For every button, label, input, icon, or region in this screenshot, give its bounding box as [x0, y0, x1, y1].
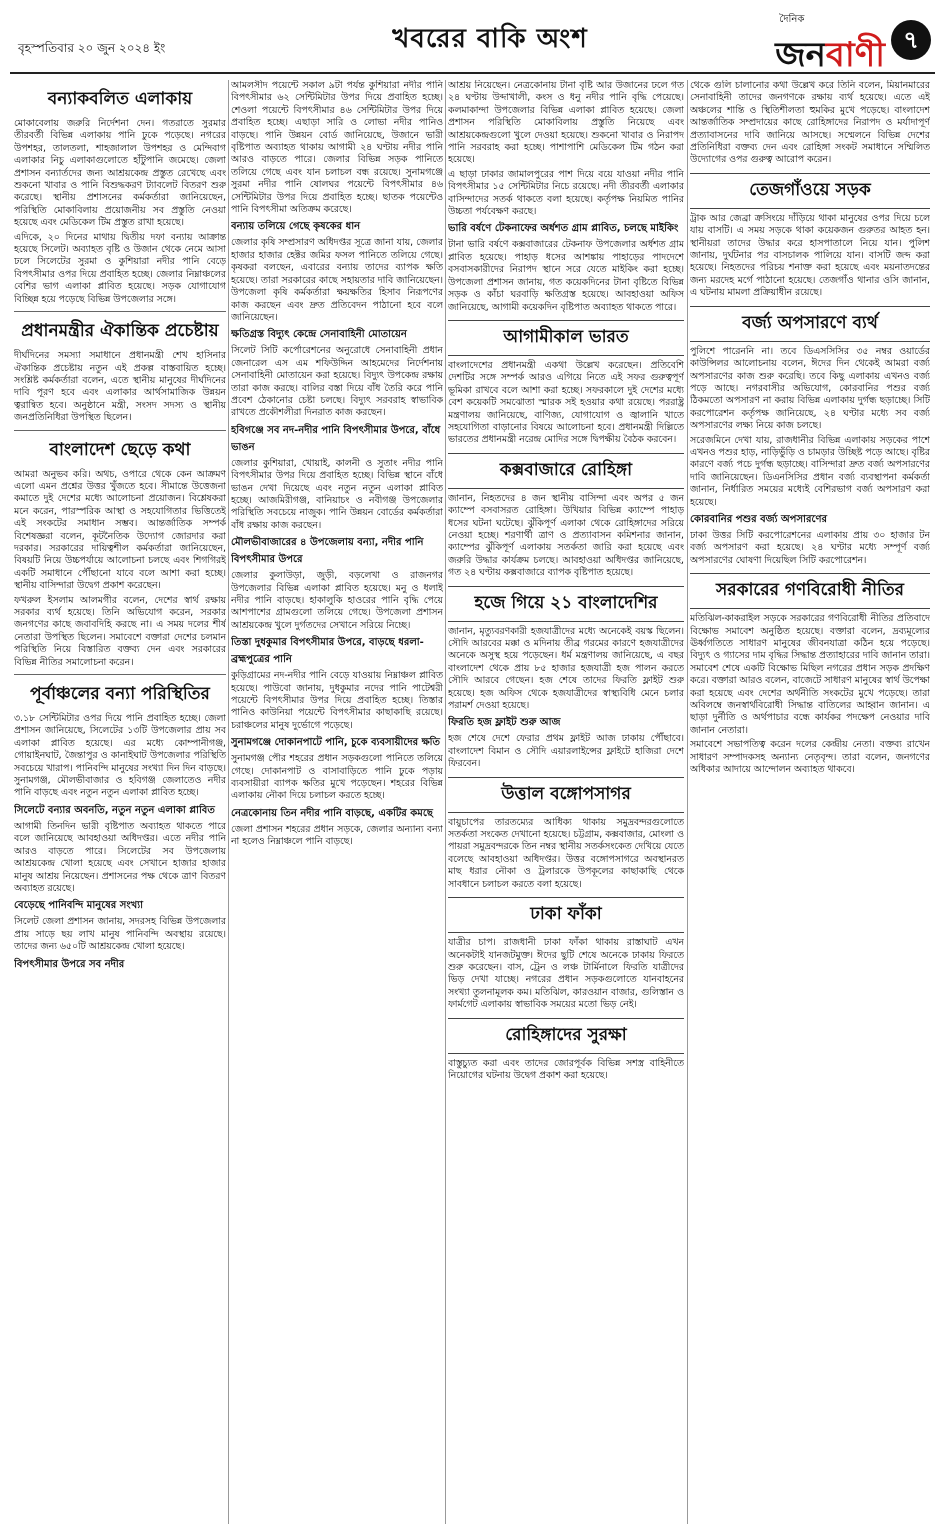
column-rule: [687, 80, 688, 1524]
article-divider: [14, 430, 226, 431]
article-text: সুনামগঞ্জ পৌর শহরের প্রধান সড়কগুলো পানিতে তলিয়ে গেছে। দোকানপাট ও বাসাবাড়িতে পানি ঢুকে পড়ায় ব্যবসায়ীরা ব্যাপক ক্ষতির মুখে পড়েছেন। শহরের বিভিন্ন এলাকায় নৌকা দিয়ে চলাচল করতে হচ্ছে।: [231, 753, 443, 802]
article-text: মতিঝিল-কাকরাইল সড়কে সরকারের গণবিরোধী নীতির প্রতিবাদে বিক্ষোভ সমাবেশ অনুষ্ঠিত হয়েছে। বক্তারা বলেন, দ্রব্যমূল্যের ঊর্ধ্বগতিতে সাধারণ মানুষের জীবনযাত্রা কঠিন হয়ে পড়েছে। বিদ্যুৎ ও গ্যাসের দাম বৃদ্ধির সিদ্ধান্ত প্রত্যাহারের দাবি জানান তারা। সমাবেশ শেষে একটি বিক্ষোভ মিছিল নগরের প্রধান সড়ক প্রদক্ষিণ করে। বক্তারা আরও বলেন, বাজেটে সাধারণ মানুষের স্বার্থ উপেক্ষা করা হয়েছে এবং দেশের অর্থনীতি সংকটের মুখে পড়েছে। তারা অবিলম্বে জনস্বার্থবিরোধী সিদ্ধান্ত বাতিলের আহ্বান জানান। এ ছাড়া দুর্নীতি ও অর্থপাচার বন্ধে কার্যকর পদক্ষেপ নেওয়ার দাবি জানান নেতারা।: [690, 613, 930, 736]
subheading: সুনামগঞ্জে দোকানপাটে পানি, চুকে ব্যবসায়ীদের ক্ষতি: [231, 737, 441, 749]
subheading: ফিরতি হজ ফ্লাইট শুরু আজ: [448, 717, 561, 729]
masthead: [10, 8, 935, 74]
headline: বাংলাদেশ ছেড়ে কথা: [49, 439, 191, 460]
column-rule: [445, 80, 446, 1524]
subheading: ভারি বর্ষণে টেকনাফের অর্ধশত গ্রাম প্লাবিত, চলছে মাইকিং: [448, 223, 679, 235]
article-text: হজ শেষে দেশে ফেরার প্রথম ফ্লাইট আজ ঢাকায় পৌঁছাবে। বাংলাদেশ বিমান ও সৌদি এয়ারলাইন্সের ফ্লাইটে হাজিরা দেশে ফিরবেন।: [448, 733, 684, 770]
article-text: ট্রাক আর জেব্রা ক্রসিংয়ে দাঁড়িয়ে থাকা মানুষের ওপর দিয়ে চলে যায় বাসটি। এ সময় সড়কে থাকা কয়েকজন গুরুতর আহত হন। স্থানীয়রা তাদের উদ্ধার করে হাসপাতালে নিয়ে যান। পুলিশ জানায়, দুর্ঘটনার পর বাসচালক পালিয়ে যান। বাসটি জব্দ করা হয়েছে। নিহতদের পরিচয় শনাক্ত করা হয়েছে এবং ময়নাতদন্তের জন্য মরদেহ মর্গে পাঠানো হয়েছে। তেজগাঁও থানার ওসি জানান, এ ঘটনায় মামলা প্রক্রিয়াধীন রয়েছে।: [690, 212, 930, 299]
issue-date: বৃহস্পতিবার ২০ জুন ২০২৪ ইং: [18, 41, 166, 55]
subheading: নেত্রকোনায় তিন নদীর পানি বাড়ছে, একটির কমছে: [231, 807, 433, 819]
column-1: [14, 80, 226, 1524]
subheading: তিস্তা দুধকুমার বিপৎসীমার উপরে, বাড়ছে ধরলা-ব্রহ্মপুত্রের পানি: [231, 637, 424, 666]
headline: বর্জ্য অপসারণে ব্যর্থ: [690, 306, 930, 342]
article-text: জানান, মৃত্যুবরণকারী হজযাত্রীদের মধ্যে অনেকেই বয়স্ক ছিলেন। সৌদি আরবের মক্কা ও মদিনায় তীব্র গরমের কারণে হজযাত্রীদের অনেকে অসুস্থ হয়ে পড়েছেন। ধর্ম মন্ত্রণালয় জানিয়েছে, এ বছর বাংলাদেশ থেকে প্রায় ৮৫ হাজার হজযাত্রী হজ পালন করতে সৌদি আরবে গেছেন। হজ শেষে তাদের ফিরতি ফ্লাইট শুরু হয়েছে। হজ অফিস থেকে হজযাত্রীদের স্বাস্থ্যবিধি মেনে চলার পরামর্শ দেওয়া হয়েছে।: [448, 625, 684, 712]
subheading: কোরবানির পশুর বর্জ্য অপসারণের: [690, 513, 828, 525]
article-text: আমলসীদ পয়েন্টে সকাল ৯টা পর্যন্ত কুশিয়ারা নদীর পানি বিপৎসীমার ৬২ সেন্টিমিটার উপর দিয়ে প্রবাহিত হচ্ছে। শেওলা পয়েন্টে বিপৎসীমার ৪৬ সেন্টিমিটার উপর দিয়ে প্রবাহিত হচ্ছে। এছাড়া সারি ও লোভা নদীর পানিও বাড়ছে। পানি উন্নয়ন বোর্ড জানিয়েছে, উজানে ভারী বৃষ্টিপাত অব্যাহত থাকায় আগামী ২৪ ঘণ্টায় নদীর পানি আরও বাড়তে পারে। জেলার বিভিন্ন সড়ক পানিতে তলিয়ে গেছে এবং যান চলাচল বন্ধ রয়েছে। সুনামগঞ্জে সুরমা নদীর পানি ষোলঘর পয়েন্টে বিপৎসীমার ৪৬ সেন্টিমিটার উপর দিয়ে প্রবাহিত হচ্ছে। ছাতক পয়েন্টেও পানি বিপৎসীমা অতিক্রম করেছে।: [231, 80, 443, 216]
headline: কক্সবাজারে রোহিঙ্গা: [448, 453, 684, 489]
paper-logo: [775, 12, 885, 86]
column-rule: [228, 80, 229, 1524]
subheading: ক্ষতিগ্রস্ত বিদ্যুৎ কেন্দ্রে সেনাবাহিনী মোতায়েন: [231, 329, 407, 341]
paper-daily-label: দৈনিক: [779, 14, 805, 25]
article-text: পুলিশে পারেননি না। তবে ডিএসসিসির ৩৫ নম্বর ওয়ার্ডের কাউন্সিলর আলোচনায় বলেন, ঈদের দিন থেকেই আমরা বর্জ্য অপসারণের কাজ শুরু করেছি। তবে কিছু এলাকায় এখনও বর্জ্য পড়ে আছে। নগরবাসীর অভিযোগ, কোরবানির পশুর বর্জ্য ঠিকমতো অপসারণ না করায় বিভিন্ন এলাকায় দুর্গন্ধ ছড়াচ্ছে। সিটি করপোরেশন কর্তৃপক্ষ জানিয়েছে, ২৪ ঘণ্টার মধ্যে সব বর্জ্য অপসারণের লক্ষ্য নিয়ে কাজ চলছে।: [690, 345, 930, 432]
subheading: মৌলভীবাজারের ৪ উপজেলায় বন্যা, নদীর পানি বিপৎসীমার উপরে: [231, 537, 424, 566]
article-text: আগামী তিনদিন ভারী বৃষ্টিপাত অব্যাহত থাকতে পারে বলে জানিয়েছে আবহাওয়া অধিদপ্তর। এতে নদীর পানি আরও বাড়তে পারে। সিলেটের সব উপজেলায় আশ্রয়কেন্দ্র খোলা হয়েছে এবং সেখানে হাজার হাজার মানুষ আশ্রয় নিয়েছেন। প্রশাসনের পক্ষ থেকে ত্রাণ বিতরণ অব্যাহত রয়েছে।: [14, 820, 226, 894]
article-text: জেলার কুলাউড়া, জুড়ী, বড়লেখা ও রাজনগর উপজেলার বিভিন্ন এলাকা প্লাবিত হয়েছে। মনু ও ধলাই নদীর পানি বাড়ছে। হাকালুকি হাওরের পানি বৃদ্ধি পেয়ে আশপাশের গ্রামগুলো তলিয়ে গেছে। উপজেলা প্রশাসন আশ্রয়কেন্দ্র খুলে দুর্গতদের সেখানে সরিয়ে নিচ্ছে।: [231, 570, 443, 631]
subheading: সিলেটে বন্যার অবনতি, নতুন নতুন এলাকা প্লাবিত: [14, 804, 215, 816]
paper-name-part-b: বাণী: [825, 35, 885, 75]
article-text: দীর্ঘদিনের সমস্যা সমাধানে প্রধানমন্ত্রী শেখ হাসিনার ঐকান্তিক প্রচেষ্টায় নতুন এই প্রকল্প বাস্তবায়িত হচ্ছে। সংশ্লিষ্ট কর্মকর্তারা বলেন, এতে স্থানীয় মানুষের দীর্ঘদিনের দাবি পূরণ হবে এবং এলাকার আর্থসামাজিক উন্নয়ন ত্বরান্বিত হবে। অনুষ্ঠানে মন্ত্রী, সংসদ সদস্য ও স্থানীয় জনপ্রতিনিধিরা উপস্থিত ছিলেন।: [14, 350, 226, 424]
subheading: বন্যায় তলিয়ে গেছে কৃষকের ধান: [231, 221, 361, 233]
article-text: কুড়িগ্রামের নদ-নদীর পানি বেড়ে যাওয়ায় নিম্নাঞ্চল প্লাবিত হয়েছে। পাউবো জানায়, দুধকুমার নদের পানি পাটেশ্বরী পয়েন্টে বিপৎসীমার উপর দিয়ে প্রবাহিত হচ্ছে। তিস্তার পানিও কাউনিয়া পয়েন্টে বিপৎসীমার কাছাকাছি রয়েছে। চরাঞ্চলের মানুষ দুর্ভোগে পড়েছে।: [231, 670, 443, 731]
article-text: জেলা প্রশাসন শহরের প্রধান সড়কে, জেলার অন্যান্য বন্যা না হলেও নিম্নাঞ্চলে পানি বাড়ছে।: [231, 823, 443, 848]
column-3: [448, 80, 684, 1524]
article-text: ফখরুল ইসলাম আলমগীর বলেন, দেশের স্বার্থ রক্ষায় সরকার ব্যর্থ হয়েছে। তিনি অভিযোগ করেন, সরকার জনগণের কাছে জবাবদিহি করছে না। এ সময় দলের শীর্ষ নেতারা উপস্থিত ছিলেন। সমাবেশে বক্তারা দেশের চলমান পরিস্থিতি নিয়ে বিস্তারিত বক্তব্য দেন এবং সরকারের বিভিন্ন নীতির সমালোচনা করেন।: [14, 594, 226, 668]
headline: বন্যাকবলিত এলাকায়: [47, 89, 193, 109]
article-text: বাংলাদেশের প্রধানমন্ত্রী একথা উল্লেখ করেছেন। প্রতিবেশি দেশটির সঙ্গে সম্পর্ক আরও এগিয়ে নিতে এই সফর গুরুত্বপূর্ণ ভূমিকা রাখবে বলে আশা করা হচ্ছে। সফরকালে দুই দেশের মধ্যে বেশ কয়েকটি সমঝোতা স্মারক সই হওয়ার কথা রয়েছে। পররাষ্ট্র মন্ত্রণালয় জানিয়েছে, বাণিজ্য, যোগাযোগ ও জ্বালানি খাতে সহযোগিতা বাড়ানোর বিষয়ে আলোচনা হবে। প্রধানমন্ত্রী দিল্লিতে ভারতের প্রধানমন্ত্রী নরেন্দ্র মোদির সঙ্গে দ্বিপক্ষীয় বৈঠক করবেন।: [448, 359, 684, 446]
article-text: বাস্তুচ্যুত করা এবং তাদের জোরপূর্বক বিভিন্ন সশস্ত্র বাহিনীতে নিয়োগের ঘটনায় উদ্বেগ প্রকাশ করা হয়েছে।: [448, 1057, 684, 1081]
article-text: টানা ভারি বর্ষণে কক্সবাজারের টেকনাফ উপজেলার অর্ধশত গ্রাম প্লাবিত হয়েছে। পাহাড় ধসের আশঙ্কায় পাহাড়ের পাদদেশে বসবাসকারীদের নিরাপদ স্থানে সরে যেতে মাইকিং করা হচ্ছে। উপজেলা প্রশাসন জানায়, গত কয়েকদিনের টানা বৃষ্টিতে বিভিন্ন সড়ক ও কাঁচা ঘরবাড়ি ক্ষতিগ্রস্ত হয়েছে। আবহাওয়া অফিস জানিয়েছে, আগামী কয়েকদিন বৃষ্টিপাত অব্যাহত থাকতে পারে।: [448, 239, 684, 313]
article-text: জেলার কুশিয়ারা, খোয়াই, কালনী ও সুতাং নদীর পানি বিপৎসীমার উপর দিয়ে প্রবাহিত হচ্ছে। বিভিন্ন স্থানে বাঁধে ভাঙন দেখা দিয়েছে এবং নতুন নতুন এলাকা প্লাবিত হচ্ছে। আজমিরীগঞ্জ, বানিয়াচং ও নবীগঞ্জ উপজেলার পরিস্থিতি সবচেয়ে নাজুক। পানি উন্নয়ন বোর্ডের কর্মকর্তারা বাঁধ রক্ষায় কাজ করছেন।: [231, 457, 443, 531]
headline: পূর্বাঞ্চলের বন্যা পরিস্থিতির: [30, 684, 210, 705]
article-text: মোকাবেলায় জরুরি নির্দেশনা দেন। গতরাতে সুরমার তীরবর্তী বিভিন্ন এলাকায় পানি ঢুকে পড়েছে। নগরের উপশহর, তালতলা, শাহজালাল উপশহর ও মেন্দিবাগ এলাকার নিচু এলাকাগুলোতে হাঁটুপানি জমেছে। জেলা প্রশাসন বন্যার্তদের জন্য আশ্রয়কেন্দ্র প্রস্তুত রেখেছে এবং শুকনো খাবার ও পানি বিশুদ্ধকরণ ট্যাবলেট বিতরণ শুরু করেছে। স্থানীয় প্রশাসনের কর্মকর্তারা জানিয়েছেন, পরিস্থিতি মোকাবিলায় প্রয়োজনীয় সব প্রস্তুতি নেওয়া হয়েছে এবং মেডিকেল টিম প্রস্তুত রাখা হয়েছে।: [14, 118, 226, 229]
column-4: [690, 80, 930, 1524]
column-2: [231, 80, 443, 1524]
article-text: আশ্রয় নিয়েছেন। নেত্রকোনায় টানা বৃষ্টি আর উজানের ঢলে গত ২৪ ঘণ্টায় উব্দাখালী, কংস ও ধনু নদীর পানি বৃদ্ধি পেয়েছে। কলমাকান্দা উপজেলার বিভিন্ন এলাকা প্লাবিত হয়েছে। জেলা প্রশাসন পরিস্থিতি মোকাবিলায় প্রস্তুতি নিয়েছে এবং আশ্রয়কেন্দ্রগুলো খুলে দেওয়া হয়েছে। শুকনো খাবার ও নিরাপদ পানি সরবরাহ করা হচ্ছে। পাশাপাশি মেডিকেল টিম গঠন করা হয়েছে।: [448, 80, 684, 166]
article-text: ৩.১৮ সেন্টিমিটার ওপর দিয়ে পানি প্রবাহিত হচ্ছে। জেলা প্রশাসন জানিয়েছে, সিলেটের ১৩টি উপজেলার প্রায় সব এলাকা প্লাবিত হয়েছে। এর মধ্যে কোম্পানীগঞ্জ, গোয়াইনঘাট, জৈন্তাপুর ও কানাইঘাট উপজেলার পরিস্থিতি সবচেয়ে খারাপ। পানিবন্দি মানুষের সংখ্যা দিন দিন বাড়ছে। সুনামগঞ্জ, মৌলভীবাজার ও হবিগঞ্জ জেলাতেও নদীর পানি বাড়ছে এবং নতুন নতুন এলাকা প্লাবিত হচ্ছে।: [14, 713, 226, 799]
article-text: সিলেট সিটি কর্পোরেশনের অনুরোধে সেনাবাহিনী প্রধান জেনারেল এস এম শফিউদ্দিন আহমেদের নির্দেশনায় সেনাবাহিনী মোতায়েন করা হয়েছে। বিদ্যুৎ উপকেন্দ্র রক্ষায় তারা কাজ করছে। বালির বস্তা দিয়ে বাঁধ তৈরি করে পানি প্রবেশ ঠেকানোর চেষ্টা চলছে। বিদ্যুৎ সরবরাহ স্বাভাবিক রাখতে প্রকৌশলীরা দিনরাত কাজ করছেন।: [231, 345, 443, 419]
article-text: সিলেট জেলা প্রশাসন জানায়, সদরসহ বিভিন্ন উপজেলার প্রায় সাড়ে ছয় লাখ মানুষ পানিবন্দি অবস্থায় রয়েছে। তাদের জন্য ৬৫০টি আশ্রয়কেন্দ্র খোলা হয়েছে।: [14, 916, 226, 953]
article-text: ঢাকা উত্তর সিটি করপোরেশনের এলাকায় প্রায় ৩০ হাজার টন বর্জ্য অপসারণ করা হয়েছে। ২৪ ঘণ্টার মধ্যে সম্পূর্ণ বর্জ্য অপসারণের ঘোষণা দিয়েছিল সিটি করপোরেশন।: [690, 529, 930, 566]
article-text: বায়ুচাপের তারতম্যের আধিক্য থাকায় সমুদ্রবন্দরগুলোতে সতর্কতা সংকেত দেখানো হয়েছে। চট্টগ্রাম, কক্সবাজার, মোংলা ও পায়রা সমুদ্রবন্দরকে তিন নম্বর স্থানীয় সতর্কসংকেত দেখিয়ে যেতে বলেছে আবহাওয়া অধিদপ্তর। উত্তর বঙ্গোপসাগরে অবস্থানরত মাছ ধরার নৌকা ও ট্রলারকে উপকূলের কাছাকাছি থেকে সাবধানে চলাচল করতে বলা হয়েছে।: [448, 816, 684, 890]
article-divider: [14, 311, 226, 312]
subheading: হবিগঞ্জে সব নদ-নদীর পানি বিপৎসীমার উপরে, বাঁধে ভাঙন: [231, 424, 441, 453]
headline: ঢাকা ফাঁকা: [448, 897, 684, 933]
subheading: বিপৎসীমার উপরে সব নদীর: [14, 958, 125, 970]
article-divider: [14, 674, 226, 675]
article-text: এদিকে, ২০ দিনের মাথায় দ্বিতীয় দফা বন্যায় আক্রান্ত হয়েছে সিলেট। অব্যাহত বৃষ্টি ও উজান থেকে নেমে আসা ঢলে সিলেটের সুরমা ও কুশিয়ারা নদীর পানি বেড়ে বিপৎসীমার ওপর দিয়ে প্রবাহিত হচ্ছে। জেলার নিম্নাঞ্চলের বেশির ভাগ এলাকা প্লাবিত হয়েছে। সড়ক যোগাযোগ বিচ্ছিন্ন হয়ে পড়েছে বিভিন্ন উপজেলার সঙ্গে।: [14, 231, 226, 305]
headline: সরকারের গণবিরোধী নীতির: [690, 573, 930, 609]
headline: তেজগাঁওয়ে সড়ক: [690, 173, 930, 209]
article-text: সমাবেশে সভাপতিত্ব করেন দলের কেন্দ্রীয় নেতা। বক্তব্য রাখেন সাধারণ সম্পাদকসহ অন্যান্য নেতৃবৃন্দ। তারা বলেন, জনগণের অধিকার আদায়ে আন্দোলন অব্যাহত থাকবে।: [690, 739, 930, 776]
article-text: থেকে গুলি চালানোর কথা উল্লেখ করে তিনি বলেন, মিয়ানমারের সেনাবাহিনী তাদের জনগণকে রক্ষায় ব্যর্থ হয়েছে। এতে এই অঞ্চলের শান্তি ও স্থিতিশীলতা হুমকির মুখে পড়েছে। বাংলাদেশ আন্তর্জাতিক সম্প্রদায়ের কাছে রোহিঙ্গাদের নিরাপদ ও মর্যাদাপূর্ণ প্রত্যাবাসনের দাবি জানিয়ে আসছে। সম্মেলনে বিভিন্ন দেশের প্রতিনিধিরা বক্তব্য দেন এবং রোহিঙ্গা সংকট সমাধানে সম্মিলিত উদ্যোগের ওপর গুরুত্ব আরোপ করেন।: [690, 80, 930, 166]
article-text: জেলার কৃষি সম্প্রসারণ অধিদপ্তর সূত্রে জানা যায়, জেলার হাজার হাজার হেক্টর জমির ফসল পানিতে তলিয়ে গেছে। কৃষকরা বলছেন, এবারের বন্যায় তাদের ব্যাপক ক্ষতি হয়েছে। তারা সরকারের কাছে সহায়তার দাবি জানিয়েছেন। উপজেলা কৃষি কর্মকর্তারা ক্ষয়ক্ষতির হিসাব নিরূপণের কাজ করছেন এবং দ্রুত প্রতিবেদন পাঠানো হবে বলে জানিয়েছেন।: [231, 237, 443, 323]
headline: প্রধানমন্ত্রীর ঐকান্তিক প্রচেষ্টায়: [21, 321, 219, 342]
article-text: সরেজমিনে দেখা যায়, রাজধানীর বিভিন্ন এলাকায় সড়কের পাশে এখনও পশুর হাড়, নাড়িভুঁড়ি ও চামড়ার উচ্ছিষ্ট পড়ে আছে। বৃষ্টির কারণে বর্জ্য পচে দুর্গন্ধ ছড়াচ্ছে। বাসিন্দারা দ্রুত বর্জ্য অপসারণের দাবি জানিয়েছেন। ডিএনসিসির প্রধান বর্জ্য ব্যবস্থাপনা কর্মকর্তা জানান, নির্ধারিত সময়ের মধ্যেই বেশিরভাগ বর্জ্য অপসারণ করা হয়েছে।: [690, 434, 930, 508]
section-title: খবরের বাকি অংশ: [392, 24, 588, 54]
article-text: যাত্রীর চাপ। রাজধানী ঢাকা ফাঁকা থাকায় রাস্তাঘাট এখন অনেকটাই যানজটমুক্ত। ঈদের ছুটি শেষে অনেকে ঢাকায় ফিরতে শুরু করেছেন। বাস, ট্রেন ও লঞ্চ টার্মিনালে ফিরতি যাত্রীদের ভিড় দেখা যাচ্ছে। নগরের প্রধান সড়কগুলোতে যানবাহনের সংখ্যা তুলনামূলক কম। মতিঝিল, কারওয়ান বাজার, গুলিস্তান ও ফার্মগেট এলাকায় স্বাভাবিক সময়ের মতো ভিড় নেই।: [448, 937, 684, 1011]
paper-name: [775, 35, 885, 75]
headline: রোহিঙ্গাদের সুরক্ষা: [448, 1018, 684, 1054]
article-text: এ ছাড়া ঢাকার জামালপুরের পাশ দিয়ে বয়ে যাওয়া নদীর পানি বিপৎসীমার ১৫ সেন্টিমিটার নিচে রয়েছে। নদী তীরবর্তী এলাকার বাসিন্দাদের সতর্ক থাকতে বলা হয়েছে। কর্তৃপক্ষ নিয়মিত পানির উচ্চতা পর্যবেক্ষণ করছে।: [448, 168, 684, 218]
headline: উত্তাল বঙ্গোপসাগর: [448, 777, 684, 813]
article-text: জানান, নিহতদের ৪ জন স্থানীয় বাসিন্দা এবং অপর ৫ জন ক্যাম্পে বসবাসরত রোহিঙ্গা। উখিয়ার বিভিন্ন ক্যাম্পে পাহাড় ধসের ঘটনা ঘটেছে। ঝুঁকিপূর্ণ এলাকা থেকে রোহিঙ্গাদের সরিয়ে নেওয়া হচ্ছে। শরণার্থী ত্রাণ ও প্রত্যাবাসন কমিশনার জানান, ক্যাম্পের ঝুঁকিপূর্ণ এলাকায় সতর্কতা জারি করা হয়েছে এবং জরুরি উদ্ধার কার্যক্রম চলছে। আবহাওয়া অধিদপ্তর জানিয়েছে, গত ২৪ ঘণ্টায় কক্সবাজারে ব্যাপক বৃষ্টিপাত হয়েছে।: [448, 492, 684, 579]
subheading: বেড়েছে পানিবন্দি মানুষের সংখ্যা: [14, 900, 144, 912]
page-number-badge: ৭: [891, 20, 931, 60]
headline: হজে গিয়ে ২১ বাংলাদেশির: [448, 586, 684, 622]
article-text: আমরা অনুভব করি। অথচ, ওপারে থেকে কেন আক্রমণ এলো এমন প্রশ্নের উত্তর খুঁজতে হবে। সীমান্তে উত্তেজনা কমাতে দুই দেশের মধ্যে আলোচনা প্রয়োজন। বিশ্লেষকরা মনে করেন, পারস্পরিক আস্থা ও সহযোগিতার ভিত্তিতেই এই সংকটের সমাধান সম্ভব। আন্তর্জাতিক সম্পর্ক বিশেষজ্ঞরা বলেন, কূটনৈতিক উদ্যোগ জোরদার করা দরকার। সরকারের দায়িত্বশীল কর্মকর্তারা জানিয়েছেন, বিষয়টি নিয়ে উচ্চপর্যায়ে আলোচনা চলছে এবং শিগগিরই একটি সমাধানে পৌঁছানো যাবে বলে আশা করা হচ্ছে। স্থানীয় বাসিন্দারা উদ্বেগ প্রকাশ করেছেন।: [14, 468, 226, 592]
headline: আগামীকাল ভারত: [448, 320, 684, 356]
paper-name-part-a: জন: [775, 35, 826, 75]
